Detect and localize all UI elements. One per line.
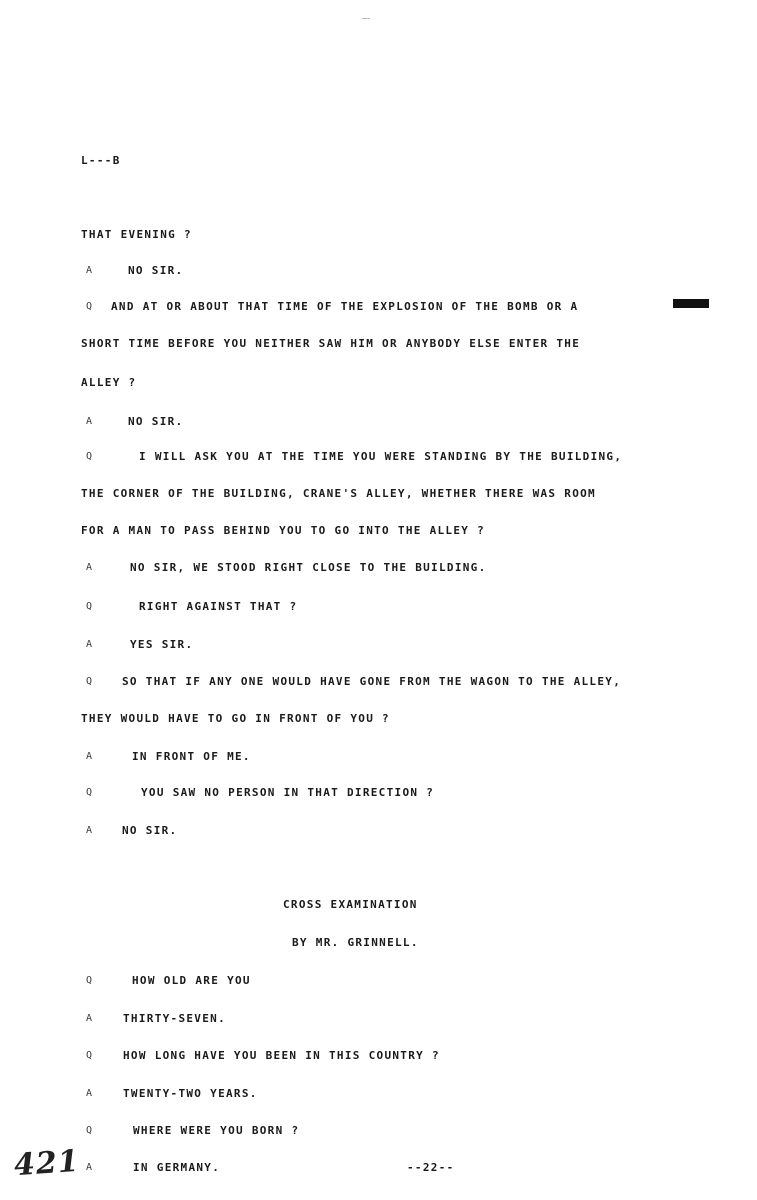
- section-title: CROSS EXAMINATION: [283, 898, 418, 911]
- scan-mark: [362, 18, 370, 19]
- transcript-line: THEY WOULD HAVE TO GO IN FRONT OF YOU ?: [81, 712, 390, 725]
- speaker-label: A: [86, 265, 94, 276]
- page-header: L---B: [81, 154, 121, 167]
- speaker-label: Q: [86, 451, 94, 462]
- transcript-line: YES SIR.: [130, 638, 194, 651]
- speaker-label: Q: [86, 601, 94, 612]
- transcript-line: IN FRONT OF ME.: [132, 750, 251, 763]
- speaker-label: Q: [86, 975, 94, 986]
- speaker-label: Q: [86, 301, 94, 312]
- transcript-line: THIRTY-SEVEN.: [123, 1012, 226, 1025]
- transcript-line: THE CORNER OF THE BUILDING, CRANE'S ALLEY, WHETHER THERE WAS ROOM: [81, 487, 596, 500]
- transcript-line: NO SIR.: [128, 415, 184, 428]
- transcript-line: HOW LONG HAVE YOU BEEN IN THIS COUNTRY ?: [123, 1049, 440, 1062]
- transcript-line: AND AT OR ABOUT THAT TIME OF THE EXPLOSION OF THE BOMB OR A: [111, 300, 579, 313]
- speaker-label: A: [86, 562, 94, 573]
- transcript-line: WHERE WERE YOU BORN ?: [133, 1124, 300, 1137]
- ink-blot: [673, 299, 709, 308]
- speaker-label: Q: [86, 1125, 94, 1136]
- speaker-label: Q: [86, 787, 94, 798]
- speaker-label: Q: [86, 676, 94, 687]
- transcript-line: TWENTY-TWO YEARS.: [123, 1087, 258, 1100]
- transcript-line: THAT EVENING ?: [81, 228, 192, 241]
- transcript-line: YOU SAW NO PERSON IN THAT DIRECTION ?: [141, 786, 435, 799]
- speaker-label: Q: [86, 1050, 94, 1061]
- transcript-line: RIGHT AGAINST THAT ?: [139, 600, 298, 613]
- speaker-label: A: [86, 1013, 94, 1024]
- speaker-label: A: [86, 825, 94, 836]
- page-number: --22--: [407, 1161, 455, 1174]
- transcript-line: SHORT TIME BEFORE YOU NEITHER SAW HIM OR ANYBODY ELSE ENTER THE: [81, 337, 581, 350]
- transcript-line: HOW OLD ARE YOU: [132, 974, 251, 987]
- speaker-label: A: [86, 1088, 94, 1099]
- transcript-line: NO SIR.: [128, 264, 184, 277]
- handwritten-page-number: 421: [12, 1143, 81, 1184]
- speaker-label: A: [86, 416, 94, 427]
- transcript-line: NO SIR, WE STOOD RIGHT CLOSE TO THE BUILDING.: [130, 561, 487, 574]
- speaker-label: A: [86, 751, 94, 762]
- section-subtitle: BY MR. GRINNELL.: [292, 936, 419, 949]
- transcript-line: SO THAT IF ANY ONE WOULD HAVE GONE FROM THE WAGON TO THE ALLEY,: [122, 675, 622, 688]
- transcript-line: NO SIR.: [122, 824, 178, 837]
- speaker-label: A: [86, 639, 94, 650]
- transcript-line: I WILL ASK YOU AT THE TIME YOU WERE STANDING BY THE BUILDING,: [139, 450, 623, 463]
- speaker-label: A: [86, 1162, 94, 1173]
- transcript-line: ALLEY ?: [81, 376, 137, 389]
- transcript-line: IN GERMANY.: [133, 1161, 221, 1174]
- transcript-line: FOR A MAN TO PASS BEHIND YOU TO GO INTO THE ALLEY ?: [81, 524, 486, 537]
